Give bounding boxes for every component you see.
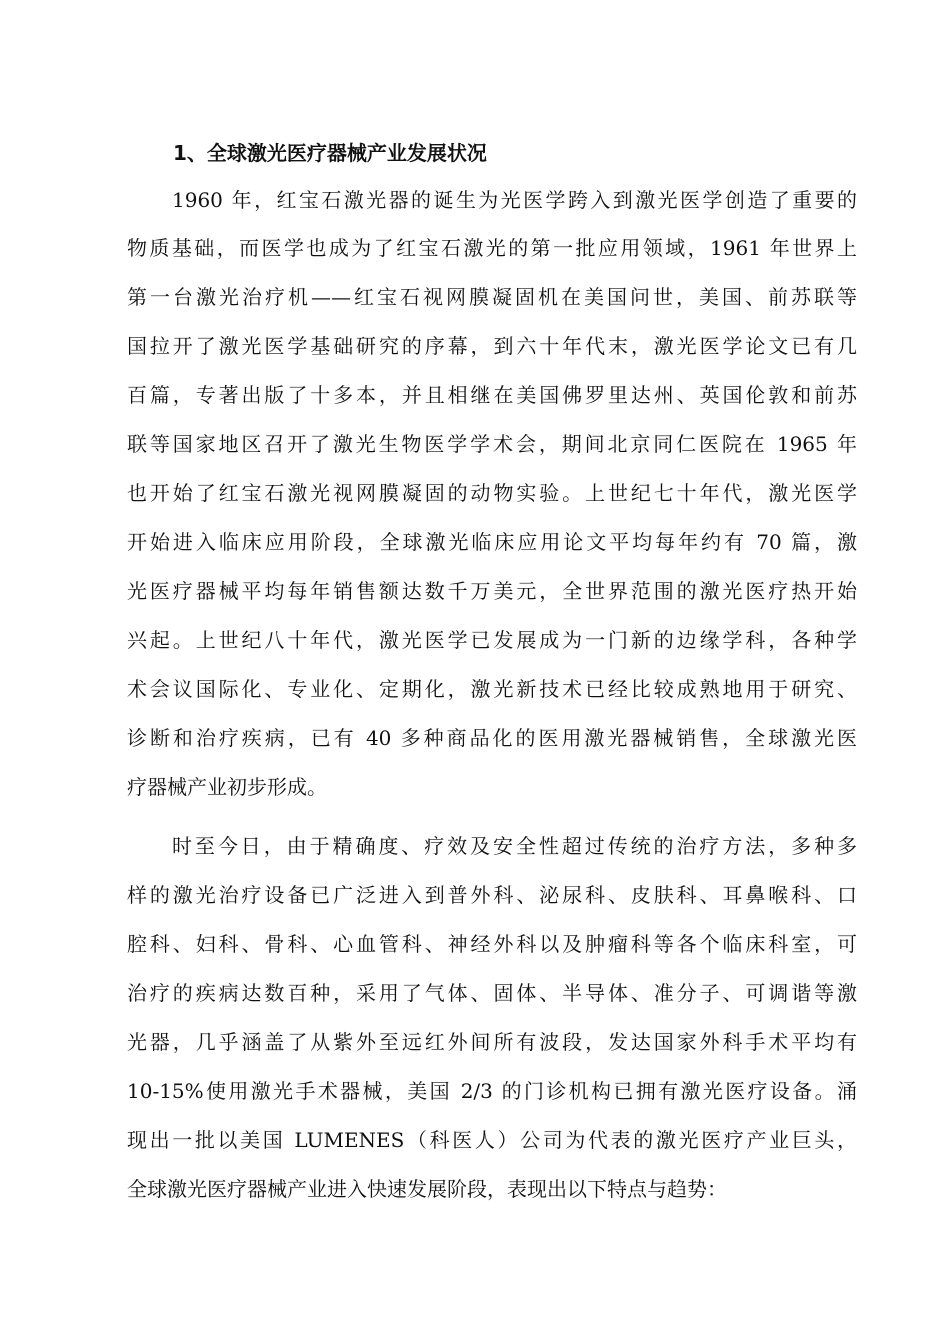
paragraph-2-line: 全球激光医疗器械产业进入快速发展阶段，表现出以下特点与趋势： [127, 1177, 727, 1201]
paragraph-1-line: 光医疗器械平均每年销售额达数千万美元，全世界范围的激光医疗热开始 [127, 579, 857, 603]
paragraph-1-line: 也开始了红宝石激光视网膜凝固的动物实验。上世纪七十年代，激光医学 [127, 481, 857, 505]
section-heading: 1、全球激光医疗器械产业发展状况 [173, 141, 487, 165]
paragraph-1-line: 第一台激光治疗机——红宝石视网膜凝固机在美国问世，美国、前苏联等 [127, 285, 857, 309]
paragraph-1-line: 疗器械产业初步形成。 [127, 775, 327, 799]
paragraph-2-line: 现出一批以美国 LUMENES（科医人）公司为代表的激光医疗产业巨头， [127, 1128, 857, 1152]
paragraph-2-line: 时至今日，由于精确度、疗效及安全性超过传统的治疗方法，多种多 [172, 834, 857, 858]
paragraph-1-line: 诊断和治疗疾病，已有 40 多种商品化的医用激光器械销售，全球激光医 [127, 726, 857, 750]
paragraph-2-line: 治疗的疾病达数百种，采用了气体、固体、半导体、准分子、可调谐等激 [127, 981, 857, 1005]
paragraph-1-line: 1960 年，红宝石激光器的诞生为光医学跨入到激光医学创造了重要的 [172, 188, 857, 212]
paragraph-1-line: 兴起。上世纪八十年代，激光医学已发展成为一门新的边缘学科，各种学 [127, 628, 857, 652]
paragraph-1-line: 开始进入临床应用阶段，全球激光临床应用论文平均每年约有 70 篇，激 [127, 530, 857, 554]
paragraph-2-line: 10-15%使用激光手术器械，美国 2/3 的门诊机构已拥有激光医疗设备。涌 [127, 1079, 857, 1103]
paragraph-2-line: 样的激光治疗设备已广泛进入到普外科、泌尿科、皮肤科、耳鼻喉科、口 [127, 883, 857, 907]
paragraph-1-line: 国拉开了激光医学基础研究的序幕，到六十年代末，激光医学论文已有几 [127, 334, 857, 358]
paragraph-1-line: 术会议国际化、专业化、定期化，激光新技术已经比较成熟地用于研究、 [127, 677, 857, 701]
paragraph-2-line: 腔科、妇科、骨科、心血管科、神经外科以及肿瘤科等各个临床科室，可 [127, 932, 857, 956]
paragraph-1-line: 物质基础，而医学也成为了红宝石激光的第一批应用领域，1961 年世界上 [127, 236, 857, 260]
paragraph-2-line: 光器，几乎涵盖了从紫外至远红外间所有波段，发达国家外科手术平均有 [127, 1030, 857, 1054]
paragraph-1-line: 联等国家地区召开了激光生物医学学术会，期间北京同仁医院在 1965 年 [127, 432, 857, 456]
paragraph-1-line: 百篇，专著出版了十多本，并且相继在美国佛罗里达州、英国伦敦和前苏 [127, 383, 857, 407]
